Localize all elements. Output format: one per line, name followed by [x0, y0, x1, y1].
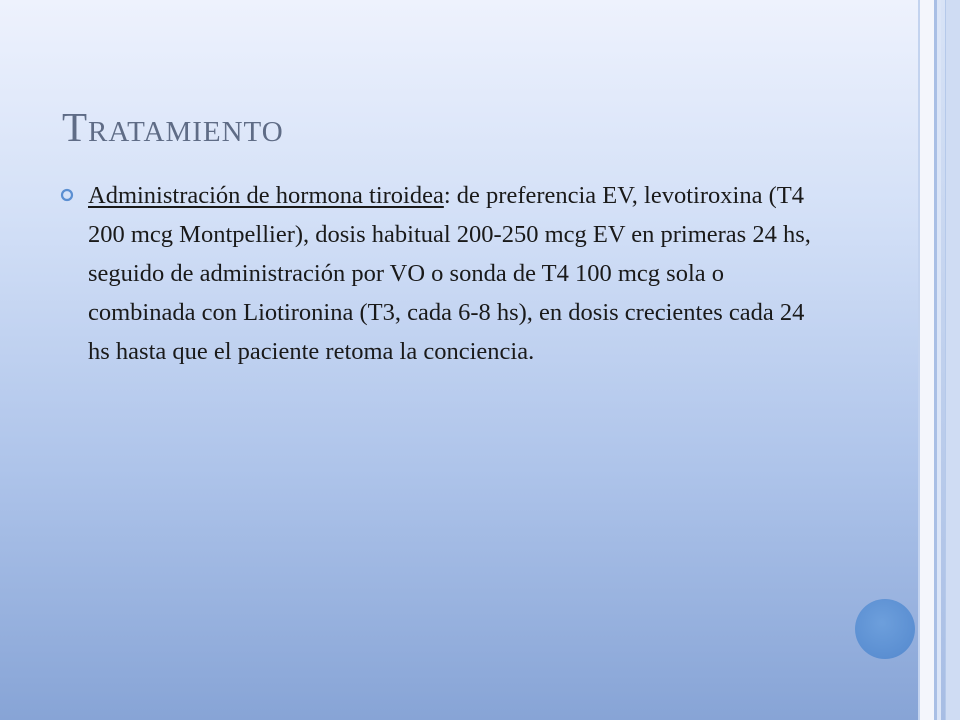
slide-title: Tratamiento [62, 104, 284, 150]
decorative-circle [855, 599, 915, 659]
bullet-lead-text: Administración de hormona tiroidea [88, 182, 444, 209]
bullet-ring-icon [60, 188, 74, 202]
bullet-separator: : [443, 182, 451, 209]
right-decorative-stripe [941, 0, 945, 720]
bullet-list [60, 176, 830, 371]
bullet-item [88, 176, 830, 371]
bullet-body-text: de preferencia EV, levotiroxina (T4 200 mcg Montpellier), dosis habitual 200-250 mcg EV en primeras 24 hs, seguido de administración por VO o sonda de T4 100 mcg sola o combinada con Liotironina (T3, cada 6-8 hs), en dosis crecientes cada 24 hs hasta que el paciente retoma la conciencia. [88, 182, 811, 365]
right-decorative-band [918, 0, 960, 720]
